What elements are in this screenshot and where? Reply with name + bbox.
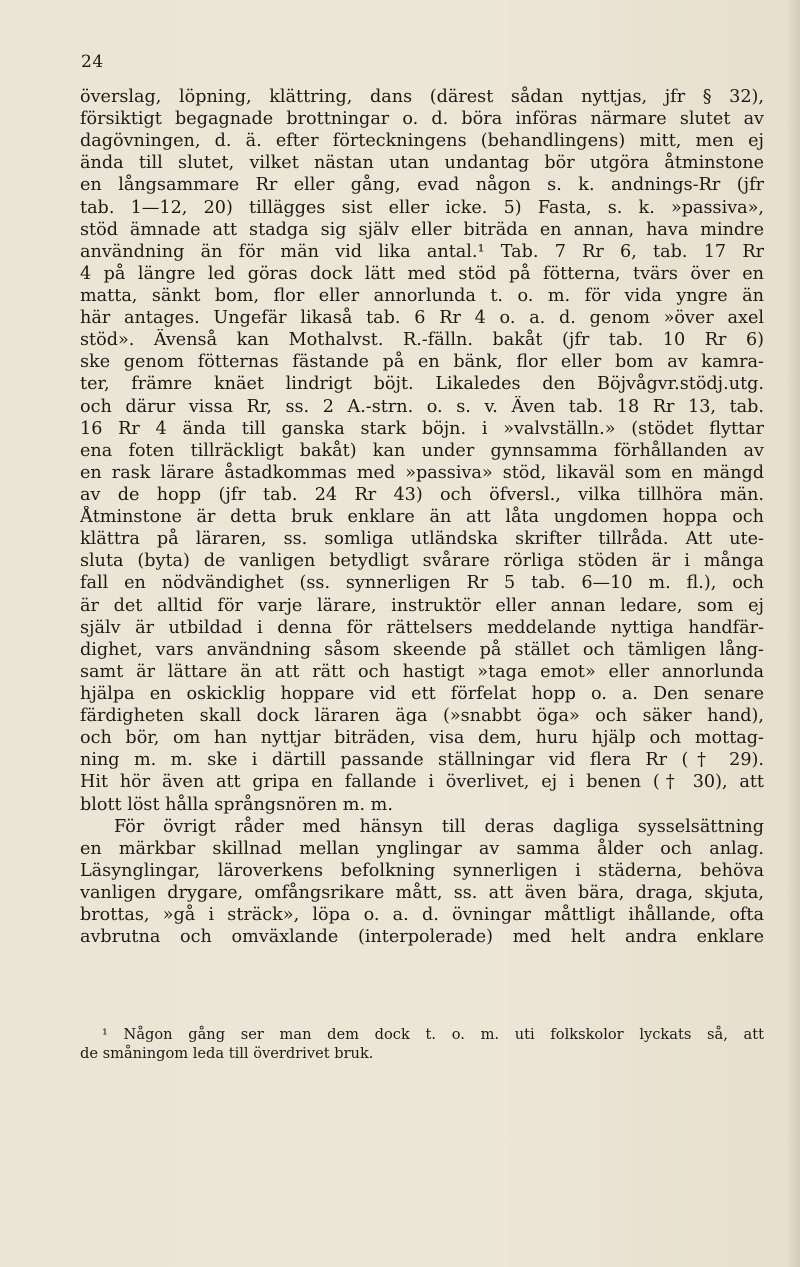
text-line: stöd». Ävenså kan Mothalvst. R.-fälln. bakåt (jfr tab. 10 Rr 6) bbox=[80, 330, 764, 351]
text-line: överslag, löpning, klättring, dans (därest sådan nyttjas, jfr § 32), bbox=[80, 87, 764, 107]
text-line: en långsammare Rr eller gång, evad någon s. k. andnings-Rr (jfr bbox=[80, 175, 764, 196]
text-line: vanligen drygare, omfångsrikare mått, ss. att även bära, draga, skjuta, bbox=[80, 882, 764, 903]
text-line: försiktigt begagnade brottningar o. d. böra införas närmare slutet av bbox=[80, 109, 764, 130]
text-line: blott löst hålla språngsnören m. m. bbox=[80, 794, 393, 815]
text-line: För övrigt råder med hänsyn till deras dagliga sysselsättning bbox=[114, 816, 764, 837]
footnotes bbox=[80, 1025, 764, 1063]
text-line: tab. 1—12, 20) tillägges sist eller icke. 5) Fasta, s. k. »passiva», bbox=[80, 197, 764, 218]
page-edge-shadow bbox=[786, 0, 800, 1267]
text-line: Läsynglingar, läroverkens befolkning synnerligen i städerna, behöva bbox=[80, 860, 764, 881]
text-line: brottas, »gå i sträck», löpa o. a. d. övningar måttligt ihållande, ofta bbox=[80, 905, 764, 926]
footnote-line: de småningom leda till överdrivet bruk. bbox=[80, 1045, 374, 1062]
text-line: fall en nödvändighet (ss. synnerligen Rr 5 tab. 6—10 m. fl.), och bbox=[80, 573, 764, 594]
text-line: färdigheten skall dock läraren äga (»snabbt öga» och säker hand), bbox=[80, 706, 764, 727]
text-line: ske genom fötternas fästande på en bänk, flor eller bom av kamra- bbox=[80, 352, 764, 373]
text-line: stöd ämnade att stadga sig själv eller biträda en annan, hava mindre bbox=[80, 219, 764, 240]
text-line: 16 Rr 4 ända till ganska stark böjn. i »valvställn.» (stödet flyttar bbox=[80, 418, 764, 439]
text-line: dagövningen, d. ä. efter förteckningens (behandlingens) mitt, men ej bbox=[80, 131, 764, 152]
text-line: själv är utbildad i denna för rättelsers meddelande nyttiga handfär- bbox=[80, 617, 764, 638]
text-line: ena foten tillräckligt bakåt) kan under gynnsamma förhållanden av bbox=[80, 440, 764, 461]
text-line: här antages. Ungefär likaså tab. 6 Rr 4 o. a. d. genom »över axel bbox=[80, 308, 764, 329]
text-line: sluta (byta) de vanligen betydligt svårare rörliga stöden är i många bbox=[80, 551, 764, 572]
body-text bbox=[80, 86, 764, 948]
footnote-line: ¹ Någon gång ser man dem dock t. o. m. uti folkskolor lyckats så, att bbox=[102, 1026, 764, 1043]
text-line: och därur vissa Rr, ss. 2 A.-strn. o. s. v. Även tab. 18 Rr 13, tab. bbox=[80, 396, 764, 417]
page-number: 24 bbox=[81, 52, 104, 72]
text-line: ning m. m. ske i därtill passande ställningar vid flera Rr († 29). bbox=[80, 750, 764, 771]
text-line: avbrutna och omväxlande (interpolerade) med helt andra enklare bbox=[80, 927, 764, 948]
text-line: användning än för män vid lika antal.¹ Tab. 7 Rr 6, tab. 17 Rr bbox=[80, 241, 764, 262]
text-line: ter, främre knäet lindrigt böjt. Likaledes den Böjvågvr.stödj.utg. bbox=[80, 374, 764, 395]
text-line: Hit hör även att gripa en fallande i överlivet, ej i benen († 30), att bbox=[80, 772, 764, 793]
text-line: av de hopp (jfr tab. 24 Rr 43) och öfversl., vilka tillhöra män. bbox=[80, 484, 764, 505]
text-line: är det alltid för varje lärare, instruktör eller annan ledare, som ej bbox=[80, 595, 764, 616]
text-line: ända till slutet, vilket nästan utan undantag bör utgöra åtminstone bbox=[80, 153, 764, 174]
text-line: hjälpa en oskicklig hoppare vid ett förfelat hopp o. a. Den senare bbox=[80, 683, 764, 704]
text-line: Åtminstone är detta bruk enklare än att låta ungdomen hoppa och bbox=[80, 507, 764, 528]
text-line: klättra på läraren, ss. somliga utländska skrifter tillråda. Att ute- bbox=[80, 529, 764, 550]
text-line: 4 på längre led göras dock lätt med stöd på fötterna, tvärs över en bbox=[80, 263, 764, 284]
text-line: en märkbar skillnad mellan ynglingar av samma ålder och anlag. bbox=[80, 838, 764, 859]
text-line: samt är lättare än att rätt och hastigt »taga emot» eller annorlunda bbox=[80, 661, 764, 682]
text-line: och bör, om han nyttjar biträden, visa dem, huru hjälp och mottag- bbox=[80, 728, 764, 749]
text-line: en rask lärare åstadkommas med »passiva» stöd, likaväl som en mängd bbox=[80, 462, 764, 483]
text-line: matta, sänkt bom, flor eller annorlunda t. o. m. för vida yngre än bbox=[80, 285, 764, 306]
text-line: dighet, vars användning såsom skeende på stället och tämligen lång- bbox=[80, 639, 764, 660]
